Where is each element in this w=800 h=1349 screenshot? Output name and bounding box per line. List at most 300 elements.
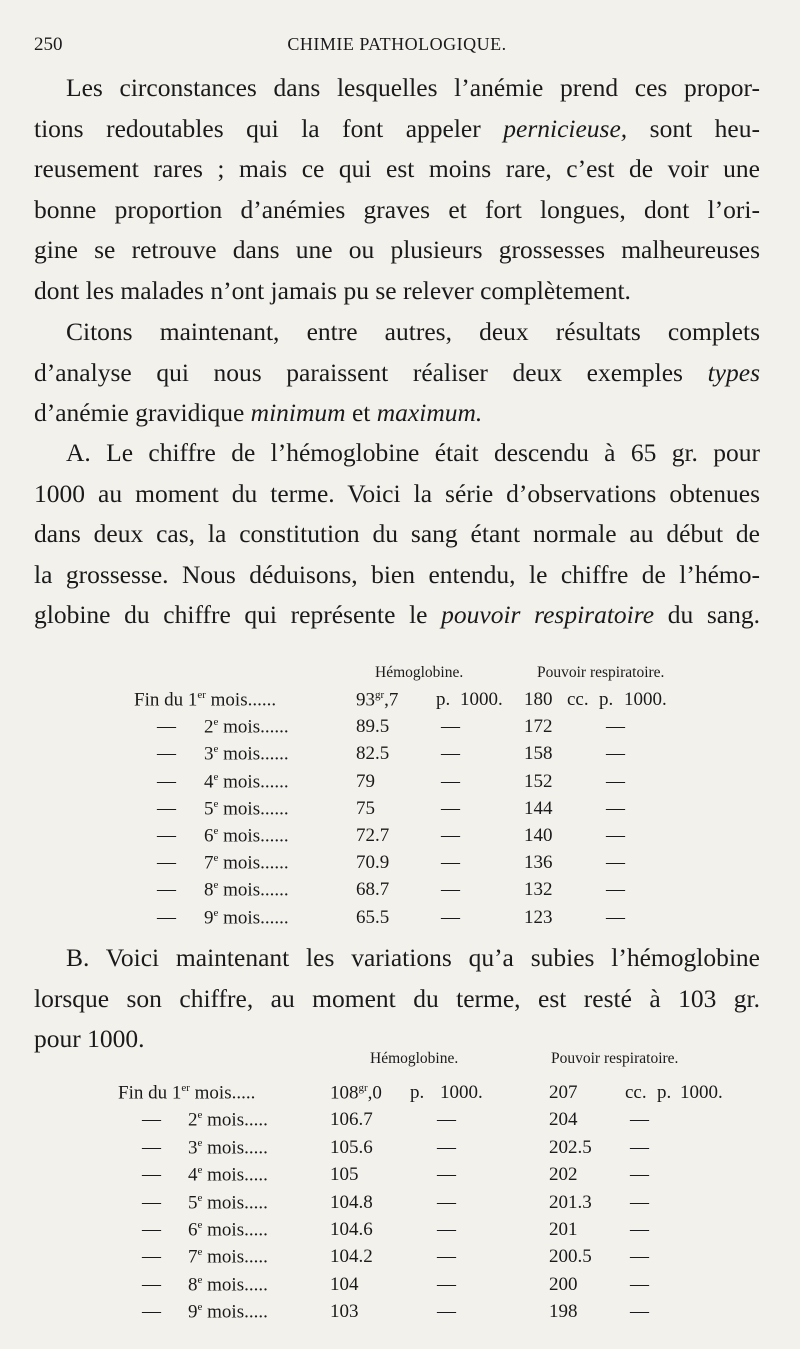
ditto-dash-part: — [437,1246,456,1268]
ditto-dash-part: — [630,1273,649,1295]
text-line: Les circonstances dans lesquelles l’anémie prend ces propor- [66,73,760,102]
ditto-dash-part: — [437,1301,456,1323]
emphasis: types [707,357,760,387]
row-label-part: 2 [204,716,214,738]
hemoglobine-value [330,1109,373,1131]
hemoglobine-value-part: gr [375,689,385,701]
text-line: B. Voici maintenant les variations qu’a subies l’hémoglobine [66,943,760,972]
unit-1000 [624,689,667,711]
column-header-pouvoir: Pouvoir respiratoire. [551,1050,679,1067]
page-header [34,34,760,60]
table-row [0,879,800,905]
ditto-dash [630,1192,649,1214]
ditto-dash-part: — [142,1164,161,1186]
row-label-part: 9 [188,1301,198,1323]
ditto-dash-part: — [142,1219,161,1240]
row-label-part: e [213,825,219,837]
row-label [204,771,289,793]
ditto-dash-part: — [606,770,625,792]
row-label-part: mois..... [202,1191,268,1213]
ditto-dash-part: — [630,1301,649,1323]
ditto-dash-part: — [441,906,460,928]
ditto-dash-part: — [606,825,625,846]
hemoglobine-value-part: 72.7 [356,825,390,846]
ditto-dash-part: — [437,1273,456,1295]
row-label-part: e [197,1191,203,1204]
ditto-dash-part: — [437,1164,456,1186]
ditto-dash-part: — [630,1109,649,1131]
pouvoir-value-part: 172 [524,716,553,738]
row-label-part: 8 [204,879,214,901]
text-line: gine se retrouve dans une ou plusieurs grossesses malheureuses [34,235,760,265]
row-label-part: e [213,743,219,756]
row-label-part: e [213,797,219,810]
hemoglobine-value [330,1301,359,1323]
pouvoir-value-part: 132 [524,879,553,901]
ditto-dash-part: — [630,1191,649,1213]
pouvoir-value [549,1164,578,1186]
row-label-part: 3 [204,743,214,765]
row-label-part: 5 [204,798,214,820]
table-header [0,664,800,690]
row-label-part: e [213,852,219,865]
unit-p-part: p. [410,1082,425,1103]
hemoglobine-value-part: 106.7 [330,1109,373,1131]
unit-1000 [680,1082,723,1104]
ditto-dash-part: — [437,1109,456,1131]
text-line: Citons maintenant, entre autres, deux résultats complets [66,317,760,346]
paragraph-3 [34,433,760,636]
text-span: tions redoutables qui la font appeler [34,113,504,143]
ditto-dash-part: — [441,852,460,874]
hemoglobine-value [356,771,375,793]
ditto-dash [606,798,625,820]
row-label-part: mois..... [202,1219,268,1241]
table-row [0,1109,800,1135]
ditto-dash [437,1109,456,1131]
pouvoir-value [524,852,553,874]
table-row [0,1274,800,1300]
row-label-part: mois..... [202,1164,268,1186]
hemoglobine-value [356,852,389,874]
hemoglobine-value [330,1164,359,1186]
text-line: A. Le chiffre de l’hémoglobine était descendu à 65 gr. pour [66,438,760,467]
row-label-part: mois...... [218,770,289,792]
row-label-part: 3 [188,1137,198,1159]
ditto-dash [142,1109,161,1131]
unit-1000-part: 1000. [460,689,503,710]
row-label-part: mois..... [202,1274,268,1296]
ditto-dash-part: — [441,797,460,819]
pouvoir-value [549,1246,592,1268]
pouvoir-value-part: 152 [524,770,553,792]
row-label-part: e [213,770,219,783]
hemoglobine-value [356,879,389,901]
hemoglobine-value [356,716,389,738]
pouvoir-value [524,907,553,929]
pouvoir-value-part: 200.5 [549,1246,592,1268]
row-label [188,1192,268,1214]
page-number: 250 [34,34,63,55]
ditto-dash [606,879,625,901]
unit-p-part: p. [436,689,451,710]
pouvoir-value [549,1301,578,1323]
row-label-part: er [197,689,206,701]
text-line [34,595,760,636]
pouvoir-value [549,1082,578,1104]
hemoglobine-value-part: 70.9 [356,852,390,874]
ditto-dash [441,825,460,847]
text-span: du sang. [654,600,760,630]
column-header-hemoglobine: Hémoglobine. [375,664,464,681]
ditto-dash [441,907,460,929]
text-line [34,109,760,150]
hemoglobine-value-part: 65.5 [356,906,390,928]
ditto-dash-part: — [157,906,176,928]
row-label [118,1082,255,1104]
hemoglobine-value-part: 105 [330,1164,359,1186]
hemoglobine-value-part: 82.5 [356,743,390,765]
row-label [188,1109,268,1131]
unit-p-part: p. [657,1082,672,1103]
unit-cc-part: cc. [567,689,589,710]
hemoglobine-value-part: 89.5 [356,716,390,738]
row-label-part: er [181,1082,190,1094]
unit-p [436,689,450,711]
text-line: la grossesse. Nous déduisons, bien entendu, le chiffre de l’hémo- [34,559,760,589]
ditto-dash-part: — [157,879,176,901]
ditto-dash [157,771,176,793]
ditto-dash-part: — [142,1136,161,1158]
row-label [204,852,289,874]
ditto-dash-part: — [630,1219,649,1240]
ditto-dash [630,1301,649,1323]
ditto-dash-part: — [606,879,625,901]
hemoglobine-value-part: 108 [330,1082,359,1104]
pouvoir-value [524,798,553,820]
emphasis: pernicieuse, [503,113,628,143]
row-label-part: e [197,1164,203,1177]
text-span: globine du chiffre qui représente le [34,600,442,630]
row-label-part: e [213,906,219,919]
pouvoir-value-part: 144 [524,797,553,819]
text-line: lorsque son chiffre, au moment du terme, est resté à 103 gr. [34,983,760,1013]
ditto-dash-part: — [606,797,625,819]
hemoglobine-value-part: 105.6 [330,1136,373,1158]
hemoglobine-value [330,1192,373,1214]
ditto-dash [437,1274,456,1296]
hemoglobine-value-part: 75 [356,797,375,819]
row-label-part: mois...... [218,825,289,847]
unit-1000-part: 1000. [624,689,667,710]
unit-1000 [460,689,503,711]
text-line: 1000 au moment du terme. Voici la série d’observations obtenues [34,478,760,508]
hemoglobine-value [356,825,389,847]
hemoglobine-value-part: 68.7 [356,879,390,901]
ditto-dash [606,907,625,929]
hemoglobine-value-part: 104 [330,1273,359,1295]
ditto-dash-part: — [437,1219,456,1240]
row-label-part: 7 [188,1246,198,1268]
ditto-dash-part: — [441,825,460,846]
table-header [0,1050,800,1076]
text-line: reusement rares ; mais ce qui est moins rare, c’est de voir une [34,154,760,184]
row-label-part: mois..... [202,1246,268,1268]
hemoglobine-value [356,798,375,820]
ditto-dash [157,716,176,738]
pouvoir-value [549,1109,578,1131]
row-label [134,689,276,711]
ditto-dash [142,1246,161,1268]
hemoglobine-value [356,743,389,765]
ditto-dash [157,852,176,874]
unit-cc [567,689,589,711]
pouvoir-value [524,716,553,738]
hemoglobine-value-part: ,7 [384,689,399,711]
table-a [0,664,800,928]
ditto-dash-part: — [157,852,176,874]
paragraph-4 [34,938,760,1060]
row-label-part: mois...... [218,716,289,738]
hemoglobine-value [356,689,398,711]
ditto-dash [441,716,460,738]
row-label-part: e [197,1301,203,1314]
unit-p [410,1082,424,1104]
row-label-part: mois...... [205,689,277,711]
table-row [0,771,800,797]
row-label [188,1164,268,1186]
pouvoir-value-part: 136 [524,852,553,874]
row-label [188,1301,268,1323]
ditto-dash [441,852,460,874]
row-label-part: mois...... [218,906,289,928]
pouvoir-value-part: 140 [524,825,553,846]
ditto-dash [630,1109,649,1131]
row-label-part: 5 [188,1191,198,1213]
ditto-dash-part: — [142,1301,161,1323]
ditto-dash [606,852,625,874]
paragraph-2 [34,312,760,434]
hemoglobine-value [356,907,389,929]
unit-cc [625,1082,647,1104]
emphasis: pouvoir respiratoire [441,600,655,630]
pouvoir-value [549,1192,592,1214]
table-row [0,1192,800,1218]
row-label-part: 7 [204,852,214,874]
ditto-dash [142,1164,161,1186]
ditto-dash-part: — [441,879,460,901]
pouvoir-value-part: 198 [549,1301,578,1323]
hemoglobine-value-part: 93 [356,689,375,711]
ditto-dash [606,743,625,765]
emphasis: maximum. [376,398,483,428]
ditto-dash [157,879,176,901]
unit-1000-part: 1000. [440,1082,483,1103]
pouvoir-value-part: 204 [549,1109,578,1131]
pouvoir-value-part: 123 [524,906,553,928]
row-label [204,798,289,820]
row-label-part: 4 [204,770,214,792]
ditto-dash [606,716,625,738]
row-label-part: 4 [188,1164,198,1186]
unit-1000 [440,1082,483,1104]
ditto-dash-part: — [157,797,176,819]
ditto-dash [142,1192,161,1214]
hemoglobine-value-part: ,0 [367,1082,382,1104]
text-line: dans deux cas, la constitution du sang étant normale au début de [34,519,760,549]
ditto-dash-part: — [142,1191,161,1213]
ditto-dash-part: — [142,1109,161,1131]
pouvoir-value [549,1274,578,1296]
ditto-dash [630,1219,649,1241]
emphasis: minimum [250,398,346,428]
ditto-dash [630,1246,649,1268]
row-label-part: mois...... [218,879,289,901]
ditto-dash-part: — [441,743,460,765]
text-line: pour 1000. [34,1024,145,1054]
row-label-part: mois..... [189,1082,256,1104]
table-b [0,1050,800,1323]
table-row [0,1164,800,1190]
ditto-dash-part: — [630,1164,649,1186]
hemoglobine-value-part: 104.8 [330,1191,373,1213]
hemoglobine-value-part: 103 [330,1301,359,1323]
row-label-part: 6 [204,825,214,847]
ditto-dash-part: — [441,716,460,738]
hemoglobine-value [330,1137,373,1159]
row-label-part: e [197,1109,203,1122]
ditto-dash [142,1219,161,1241]
ditto-dash [142,1137,161,1159]
table-row [0,689,800,715]
ditto-dash-part: — [157,743,176,765]
row-label-part: mois...... [218,852,289,874]
pouvoir-value-part: 201.3 [549,1191,592,1213]
ditto-dash-part: — [606,716,625,738]
ditto-dash [157,743,176,765]
ditto-dash-part: — [630,1136,649,1158]
hemoglobine-value-part: 104.2 [330,1246,373,1268]
row-label-part: e [197,1136,203,1149]
pouvoir-value [524,879,553,901]
unit-p [599,689,613,711]
row-label-part: 8 [188,1274,198,1296]
text-span: et [345,398,377,428]
ditto-dash-part: — [606,906,625,928]
text-line: dont les malades n’ont jamais pu se relever complètement. [34,275,631,305]
unit-1000-part: 1000. [680,1082,723,1103]
hemoglobine-value [330,1219,373,1241]
ditto-dash [437,1137,456,1159]
ditto-dash-part: — [142,1273,161,1295]
row-label-part: mois..... [202,1109,268,1131]
ditto-dash-part: — [142,1246,161,1268]
ditto-dash-part: — [437,1136,456,1158]
pouvoir-value-part: 202 [549,1164,578,1186]
ditto-dash-part: — [441,770,460,792]
ditto-dash-part: — [606,743,625,765]
unit-cc-part: cc. [625,1082,647,1103]
pouvoir-value [549,1219,578,1241]
table-row [0,716,800,742]
pouvoir-value-part: 202.5 [549,1136,592,1158]
hemoglobine-value [330,1274,359,1296]
row-label-part: mois...... [218,798,289,820]
table-row [0,1137,800,1163]
row-label-part: e [213,879,219,892]
row-label-part: Fin du 1 [134,689,198,711]
row-label [188,1246,268,1268]
hemoglobine-value [330,1082,382,1104]
pouvoir-value [524,743,553,765]
table-row [0,1219,800,1245]
pouvoir-value [524,771,553,793]
ditto-dash-part: — [630,1246,649,1268]
table-row [0,743,800,769]
ditto-dash [606,771,625,793]
ditto-dash [630,1137,649,1159]
hemoglobine-value [330,1246,373,1268]
table-row [0,1246,800,1272]
pouvoir-value [524,825,553,847]
table-row [0,825,800,851]
row-label-part: mois..... [202,1301,268,1323]
row-label [204,743,289,765]
row-label-part: e [213,716,219,729]
pouvoir-value [549,1137,592,1159]
ditto-dash [437,1219,456,1241]
hemoglobine-value-part: 104.6 [330,1219,373,1240]
row-label-part: e [197,1219,203,1231]
ditto-dash [630,1164,649,1186]
pouvoir-value-part: 201 [549,1219,578,1240]
pouvoir-value-part: 158 [524,743,553,765]
paragraph-1 [34,68,760,312]
row-label [204,716,289,738]
row-label [188,1137,268,1159]
text-line [34,353,760,394]
row-label-part: Fin du 1 [118,1082,182,1104]
text-span: d’analyse qui nous paraissent réaliser deux exemples [34,357,708,387]
ditto-dash-part: — [157,825,176,846]
column-header-pouvoir: Pouvoir respiratoire. [537,664,665,681]
row-label [188,1219,268,1241]
row-label [204,907,289,929]
table-row [0,1301,800,1327]
row-label-part: mois...... [218,743,289,765]
ditto-dash [157,798,176,820]
unit-p [657,1082,671,1104]
ditto-dash [606,825,625,847]
column-header-hemoglobine: Hémoglobine. [370,1050,459,1067]
ditto-dash [142,1274,161,1296]
ditto-dash-part: — [606,852,625,874]
row-label [188,1274,268,1296]
row-label-part: 9 [204,906,214,928]
ditto-dash [441,771,460,793]
row-label-part: e [197,1246,203,1259]
row-label-part: mois..... [202,1137,268,1159]
text-line: bonne proportion d’anémies graves et fort longues, dont l’ori- [34,194,760,224]
ditto-dash [437,1246,456,1268]
ditto-dash [441,743,460,765]
hemoglobine-value-part: 79 [356,770,375,792]
running-title: CHIMIE PATHOLOGIQUE. [287,34,507,54]
pouvoir-value-part: 200 [549,1273,578,1295]
ditto-dash [437,1164,456,1186]
pouvoir-value [524,689,553,711]
text-span: d’anémie gravidique [34,398,251,428]
